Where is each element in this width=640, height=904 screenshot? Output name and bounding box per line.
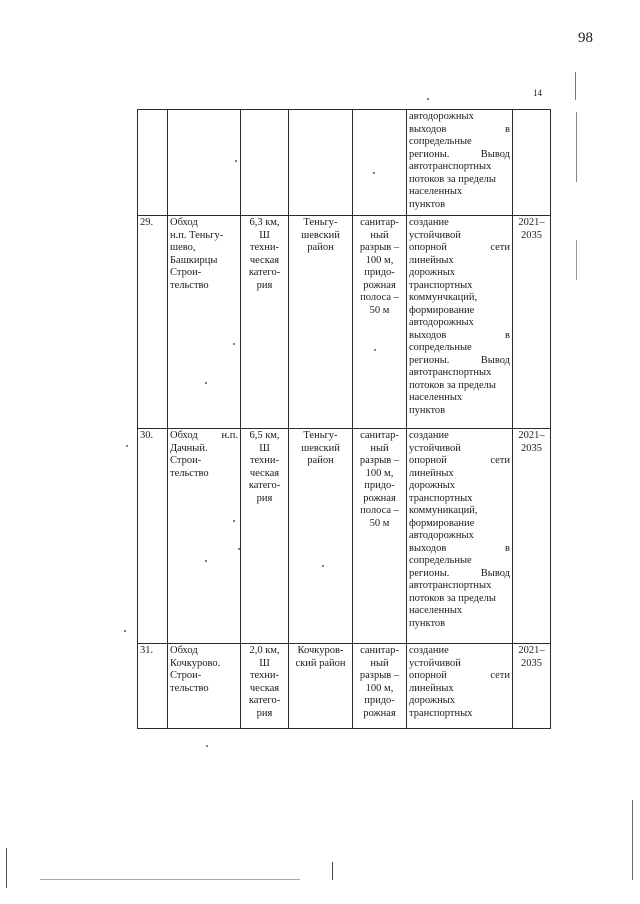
scan-artifact [576,112,577,182]
district-cell: Кочкуров- ский район [289,644,353,729]
years-cell [513,110,551,216]
scan-artifact [233,343,235,345]
object-name-cell [168,110,241,216]
justified-line: регионы. Вывод [409,567,510,579]
goal-line: автодорожных [409,111,474,122]
scan-artifact [124,630,126,632]
goal-line: выходов в [409,123,510,135]
scan-artifact [632,800,633,880]
row-number-cell: 30. [138,429,168,644]
scan-artifact [205,560,207,562]
object-name-cell: Обход н.п. Дачный. Строи- тельство [168,429,241,644]
page-number: 98 [578,30,593,46]
district-cell: Теньгу- шевский район [289,429,353,644]
justified-line: опорной сети [409,455,510,466]
scan-artifact [40,879,300,880]
scan-artifact [374,349,376,351]
road-projects-table [137,109,551,729]
length-category-cell: 6,5 км, Ш техни- ческая катего- рия [241,429,289,644]
justified-line: выходов в [409,329,510,341]
sanitary-gap-cell: санитар- ный разрыв – 100 м, придо- рожная [353,644,407,729]
goal-cell: создание устойчивой опорной сети линейных дорожных транспортных [407,644,513,729]
goal-line: пунктов [409,198,446,210]
goal-line: автотранспортных [409,161,492,172]
justified-line: выходов в [409,542,510,554]
row-number-cell [138,110,168,216]
district-cell [289,110,353,216]
table-row [138,216,551,429]
scan-artifact [6,848,7,888]
object-name-cell: Обход Кочкурово. Строи- тельство [168,644,241,729]
scan-artifact [205,382,207,384]
goal-line: потоков за пределы [409,173,496,185]
goal-line: населенных [409,186,463,197]
scan-artifact [427,98,429,100]
scan-artifact [235,160,237,162]
justified-line: опорной сети [409,670,510,681]
length-category-cell: 2,0 км, Ш техни- ческая катего- рия [241,644,289,729]
years-cell: 2021– 2035 [513,216,551,429]
justified-line: регионы. Вывод [409,354,510,366]
goal-line: сопредельные [409,136,472,147]
goal-line: регионы. Вывод [409,148,510,160]
scan-artifact [322,565,324,567]
scan-artifact [126,445,128,447]
length-category-cell [241,110,289,216]
scan-artifact [233,520,235,522]
scan-artifact [238,548,240,550]
sanitary-gap-cell: санитар- ный разрыв – 100 м, придо- рожная полоса – 50 м [353,216,407,429]
scan-artifact [373,172,375,174]
justified-line: опорной сети [409,242,510,253]
row-number-cell: 31. [138,644,168,729]
scan-artifact [575,72,576,100]
sanitary-gap-cell: санитар- ный разрыв – 100 м, придо- рожная полоса – 50 м [353,429,407,644]
sanitary-gap-cell [353,110,407,216]
sub-page-number: 14 [533,88,542,98]
justified-line: Обход н.п. [170,430,238,441]
row-number-cell: 29. [138,216,168,429]
district-cell: Теньгу- шевский район [289,216,353,429]
goal-cell: создание устойчивой опорной сети линейных дорожных транспортных коммунчкаций, формирование автодорожных выходов в сопредельные регионы. Вывод автотранспортных потоков за пределы населенных пунктов [407,216,513,429]
scan-artifact [332,862,333,880]
length-category-cell: 6,3 км, Ш техни- ческая катего- рия [241,216,289,429]
object-name-cell: Обход н.п. Теньгу- шево, Башкирцы Строи- тельство [168,216,241,429]
scan-artifact [206,745,208,747]
years-cell: 2021– 2035 [513,644,551,729]
scan-artifact [576,240,577,280]
table-row [138,429,551,644]
table-row [138,110,551,216]
years-cell: 2021– 2035 [513,429,551,644]
table-row [138,644,551,729]
goal-cell: создание устойчивой опорной сети линейных дорожных транспортных коммуникаций, формирование автодорожных выходов в сопредельные регионы. Вывод автотранспортных потоков за пределы населенных пунктов [407,429,513,644]
goal-cell [407,110,513,216]
